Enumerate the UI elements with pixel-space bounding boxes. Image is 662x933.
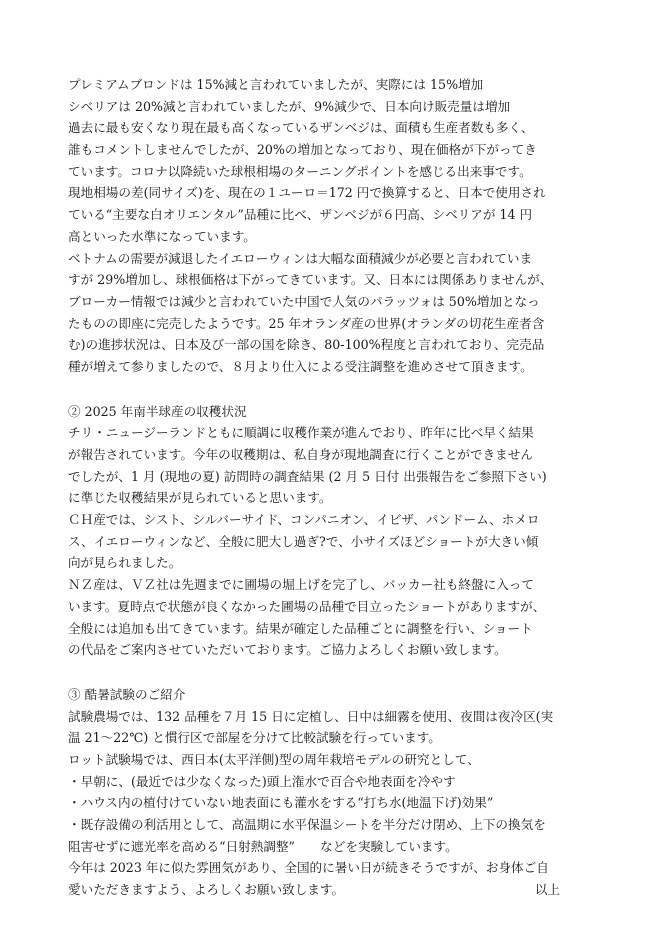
text-line: 高といった水準になっています。	[68, 228, 256, 244]
text-line: います。夏時点で状態が良くなかった圃場の品種で目立ったショートがありますが、	[68, 598, 546, 614]
text-line: に準じた収穫結果が見られていると思います。	[68, 490, 332, 506]
text-line: ・既存設備の利活用として、高温期に水平保温シートを半分だけ閉め、上下の換気を	[68, 817, 546, 832]
text-line: む)の進捗状況は、日本及び一部の国を除き、80-100%程度と言われており、完売品	[68, 337, 545, 353]
text-line: ・早朝に、(最近では少なくなった)頭上潅水で百合や地表面を冷やす	[68, 773, 456, 789]
text-line: ＮＺ産は、ＶＺ社は先週までに圃場の堀上げを完了し、バッカー社も終盤に入って	[68, 577, 534, 593]
text-line: 全般には追加も出てきています。結果が確定した品種ごとに調整を行い、ショート	[68, 620, 533, 636]
text-line: ています。コロナ以降続いた球根相場のターニングポイントを感じる出来事です。	[68, 163, 532, 179]
text-line: の代品をご案内させていただいております。ご協力よろしくお願い致します。	[68, 642, 507, 658]
text-line: シベリアは 20%減と言われていましたが、9%減少で、日本向け販売量は増加	[68, 98, 511, 114]
section-heading: ② 2025 年南半球産の収穫状況	[68, 403, 247, 419]
text-line: 試験農場では、132 品種を７月 15 日に定植し、日中は細霧を使用、夜間は夜冷区(実	[68, 708, 554, 724]
text-line: チリ・ニュージーランドともに順調に収穫作業が進んでおり、昨年に比べ早く結果	[68, 425, 534, 441]
text-line: 向が見られました。	[68, 555, 182, 571]
text-line: ＣＨ産では、シスト、シルバーサイド、コンパニオン、イビザ、パンドーム、ホメロ	[68, 512, 540, 528]
section-southern-harvest	[68, 401, 588, 661]
text-line: ている“主要な白オリエンタル”品種に比べ、ザンベジが６円高、シベリアが 14 円	[68, 207, 533, 223]
text-line: ブローカー情報では減少と言われていた中国で人気のパラッツォは 50%増加となっ	[68, 293, 540, 309]
text-line: すが 29%増加し、球根価格は下がってきています。又、日本には関係ありませんが、	[68, 272, 553, 288]
text-line: が報告されています。今年の収穫期は、私自身が現地調査に行くことができません	[68, 447, 533, 462]
text-line: 温 21～22℃) と慣行区で部屋を分けて比較試験を行っています。	[68, 730, 441, 746]
text-line: たものの即座に完売したようです。25 年オランダ産の世界(オランダの切花生産者含	[68, 315, 545, 331]
text-line: でしたが、1 月 (現地の夏) 訪問時の調査結果 (2 月 5 日付 出張報告をご参照下さい)	[68, 468, 547, 484]
closing-mark: 以上	[534, 882, 560, 898]
text-line: 愛いただきますよう、よろしくお願い致します。	[68, 882, 345, 898]
text-line: プレミアムブロンドは 15%減と言われていましたが、実際には 15%増加	[68, 77, 484, 92]
blank-line	[68, 661, 588, 684]
text-line: ・ハウス内の植付けていない地表面にも灌水をする“打ち水(地温下げ)効果”	[68, 795, 494, 811]
blank-line	[68, 378, 588, 401]
text-line: 種が増えて参りましたので、８月より仕入による受注調整を進めさせて頂きます。	[68, 358, 533, 374]
text-line: 阻害せずに遮光率を高める“日射熱調整” などを実験しています。	[68, 838, 458, 854]
text-line: ベトナムの需要が減退したイエローウィンは大幅な面積減少が必要と言われていま	[68, 250, 533, 266]
text-line: 今年は 2023 年に似た雰囲気があり、全国的に暑い日が続きそうですが、お身体ご自	[68, 860, 549, 876]
document-page	[68, 74, 588, 901]
text-line: ロット試験場では、西日本(太平洋側)型の周年栽培モデルの研究として、	[68, 751, 480, 767]
intro-paragraphs	[68, 74, 588, 378]
text-line: 誰もコメントしませんでしたが、20%の増加となっており、現在価格が下がってき	[68, 142, 537, 158]
closing-line	[68, 879, 588, 901]
text-line: ス、イエローウィンなど、全般に肥大し過ぎ?で、小サイズほどショートが大きい傾	[68, 533, 539, 549]
section-heat-trial	[68, 684, 588, 901]
text-line: 過去に最も安くなり現在最も高くなっているザンベジは、面積も生産者数も多く、	[68, 120, 534, 136]
text-line: 現地相場の差(同サイズ)を、現在の１ユーロ＝172 円で換算すると、日本で使用され	[68, 185, 546, 201]
section-heading: ③ 酷暑試験のご紹介	[68, 686, 186, 702]
